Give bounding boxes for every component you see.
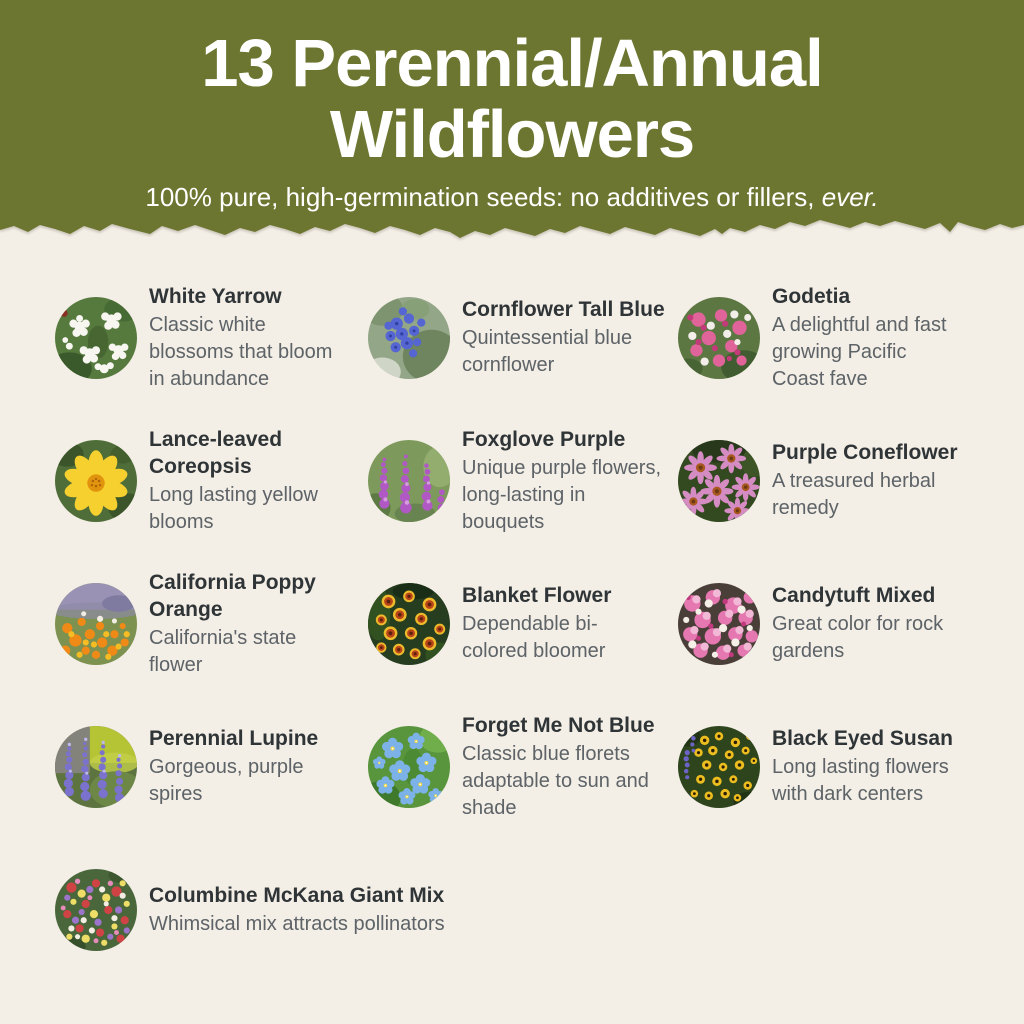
- purple-coneflower-photo: [678, 440, 760, 522]
- white-yarrow-photo: [55, 297, 137, 379]
- item-perennial-lupine: [55, 725, 368, 808]
- item-description: Whimsical mix attracts pollinators: [149, 912, 445, 935]
- item-name: Purple Coneflower: [772, 441, 958, 464]
- cornflower-tall-blue-photo: [368, 297, 450, 379]
- item-description: Quintessential blue cornflower: [462, 327, 633, 376]
- item-name: Perennial Lupine: [149, 727, 319, 750]
- item-description: Classic blue florets adaptable to sun and shade: [462, 742, 649, 819]
- wildflower-list: [55, 266, 1024, 981]
- title-line-1: 13 Perennial/Annual: [201, 26, 823, 101]
- item-description: A treasured herbal remedy: [772, 470, 936, 519]
- item-description: Unique purple flowers, long-lasting in bouquets: [462, 456, 661, 533]
- california-poppy-orange-photo: [55, 583, 137, 665]
- item-blanket-flower: [368, 582, 678, 665]
- item-name: Godetia: [772, 284, 851, 308]
- item-black-eyed-susan: [678, 725, 1024, 808]
- item-candytuft-mixed: [678, 582, 1024, 665]
- item-purple-coneflower: [678, 439, 1024, 522]
- item-description: Classic white blossoms that bloom in abundance: [149, 313, 333, 390]
- page-title: [0, 0, 1024, 170]
- forget-me-not-blue-photo: [368, 726, 450, 808]
- item-description: Long lasting flowers with dark centers: [772, 756, 949, 805]
- item-name: Foxglove Purple: [462, 427, 626, 451]
- item-foxglove-purple: [368, 426, 678, 536]
- item-lance-leaved-coreopsis: [55, 426, 368, 536]
- item-name: Candytuft Mixed: [772, 584, 936, 607]
- item-name: Forget Me Not Blue: [462, 713, 655, 737]
- page-subtitle: 100% pure, high-germination seeds: no additives or fillers, ever.: [145, 182, 879, 212]
- item-white-yarrow: [55, 283, 368, 393]
- item-description: Great color for rock gardens: [772, 613, 944, 662]
- item-description: Gorgeous, purple spires: [149, 756, 304, 805]
- item-godetia: [678, 283, 1024, 393]
- item-description: Dependable bi-colored bloomer: [462, 613, 606, 662]
- item-description: Long lasting yellow blooms: [149, 483, 318, 533]
- torn-paper-edge: [0, 216, 1024, 254]
- item-name: Black Eyed Susan: [772, 727, 953, 750]
- item-name: California Poppy Orange: [149, 570, 316, 621]
- item-name: Lance-leaved Coreopsis: [149, 427, 283, 478]
- columbine-mckana-giant-mix-photo: [55, 869, 137, 951]
- blanket-flower-photo: [368, 583, 450, 665]
- foxglove-purple-photo: [368, 440, 450, 522]
- item-description: A delightful and fast growing Pacific Coast fave: [772, 313, 947, 390]
- title-line-2: Wildflowers: [329, 97, 695, 172]
- item-cornflower-tall-blue: [368, 296, 678, 379]
- item-name: Columbine McKana Giant Mix: [149, 883, 445, 907]
- godetia-photo: [678, 297, 760, 379]
- item-name: Cornflower Tall Blue: [462, 298, 665, 321]
- candytuft-mixed-photo: [678, 583, 760, 665]
- item-california-poppy-orange: [55, 569, 368, 679]
- item-name: White Yarrow: [149, 284, 282, 308]
- black-eyed-susan-photo: [678, 726, 760, 808]
- lance-leaved-coreopsis-photo: [55, 440, 137, 522]
- item-columbine-mckana-giant-mix: [55, 869, 1024, 951]
- perennial-lupine-photo: [55, 726, 137, 808]
- item-forget-me-not-blue: [368, 712, 678, 822]
- header-banner: [0, 0, 1024, 216]
- item-description: California's state flower: [149, 626, 297, 676]
- item-name: Blanket Flower: [462, 584, 612, 607]
